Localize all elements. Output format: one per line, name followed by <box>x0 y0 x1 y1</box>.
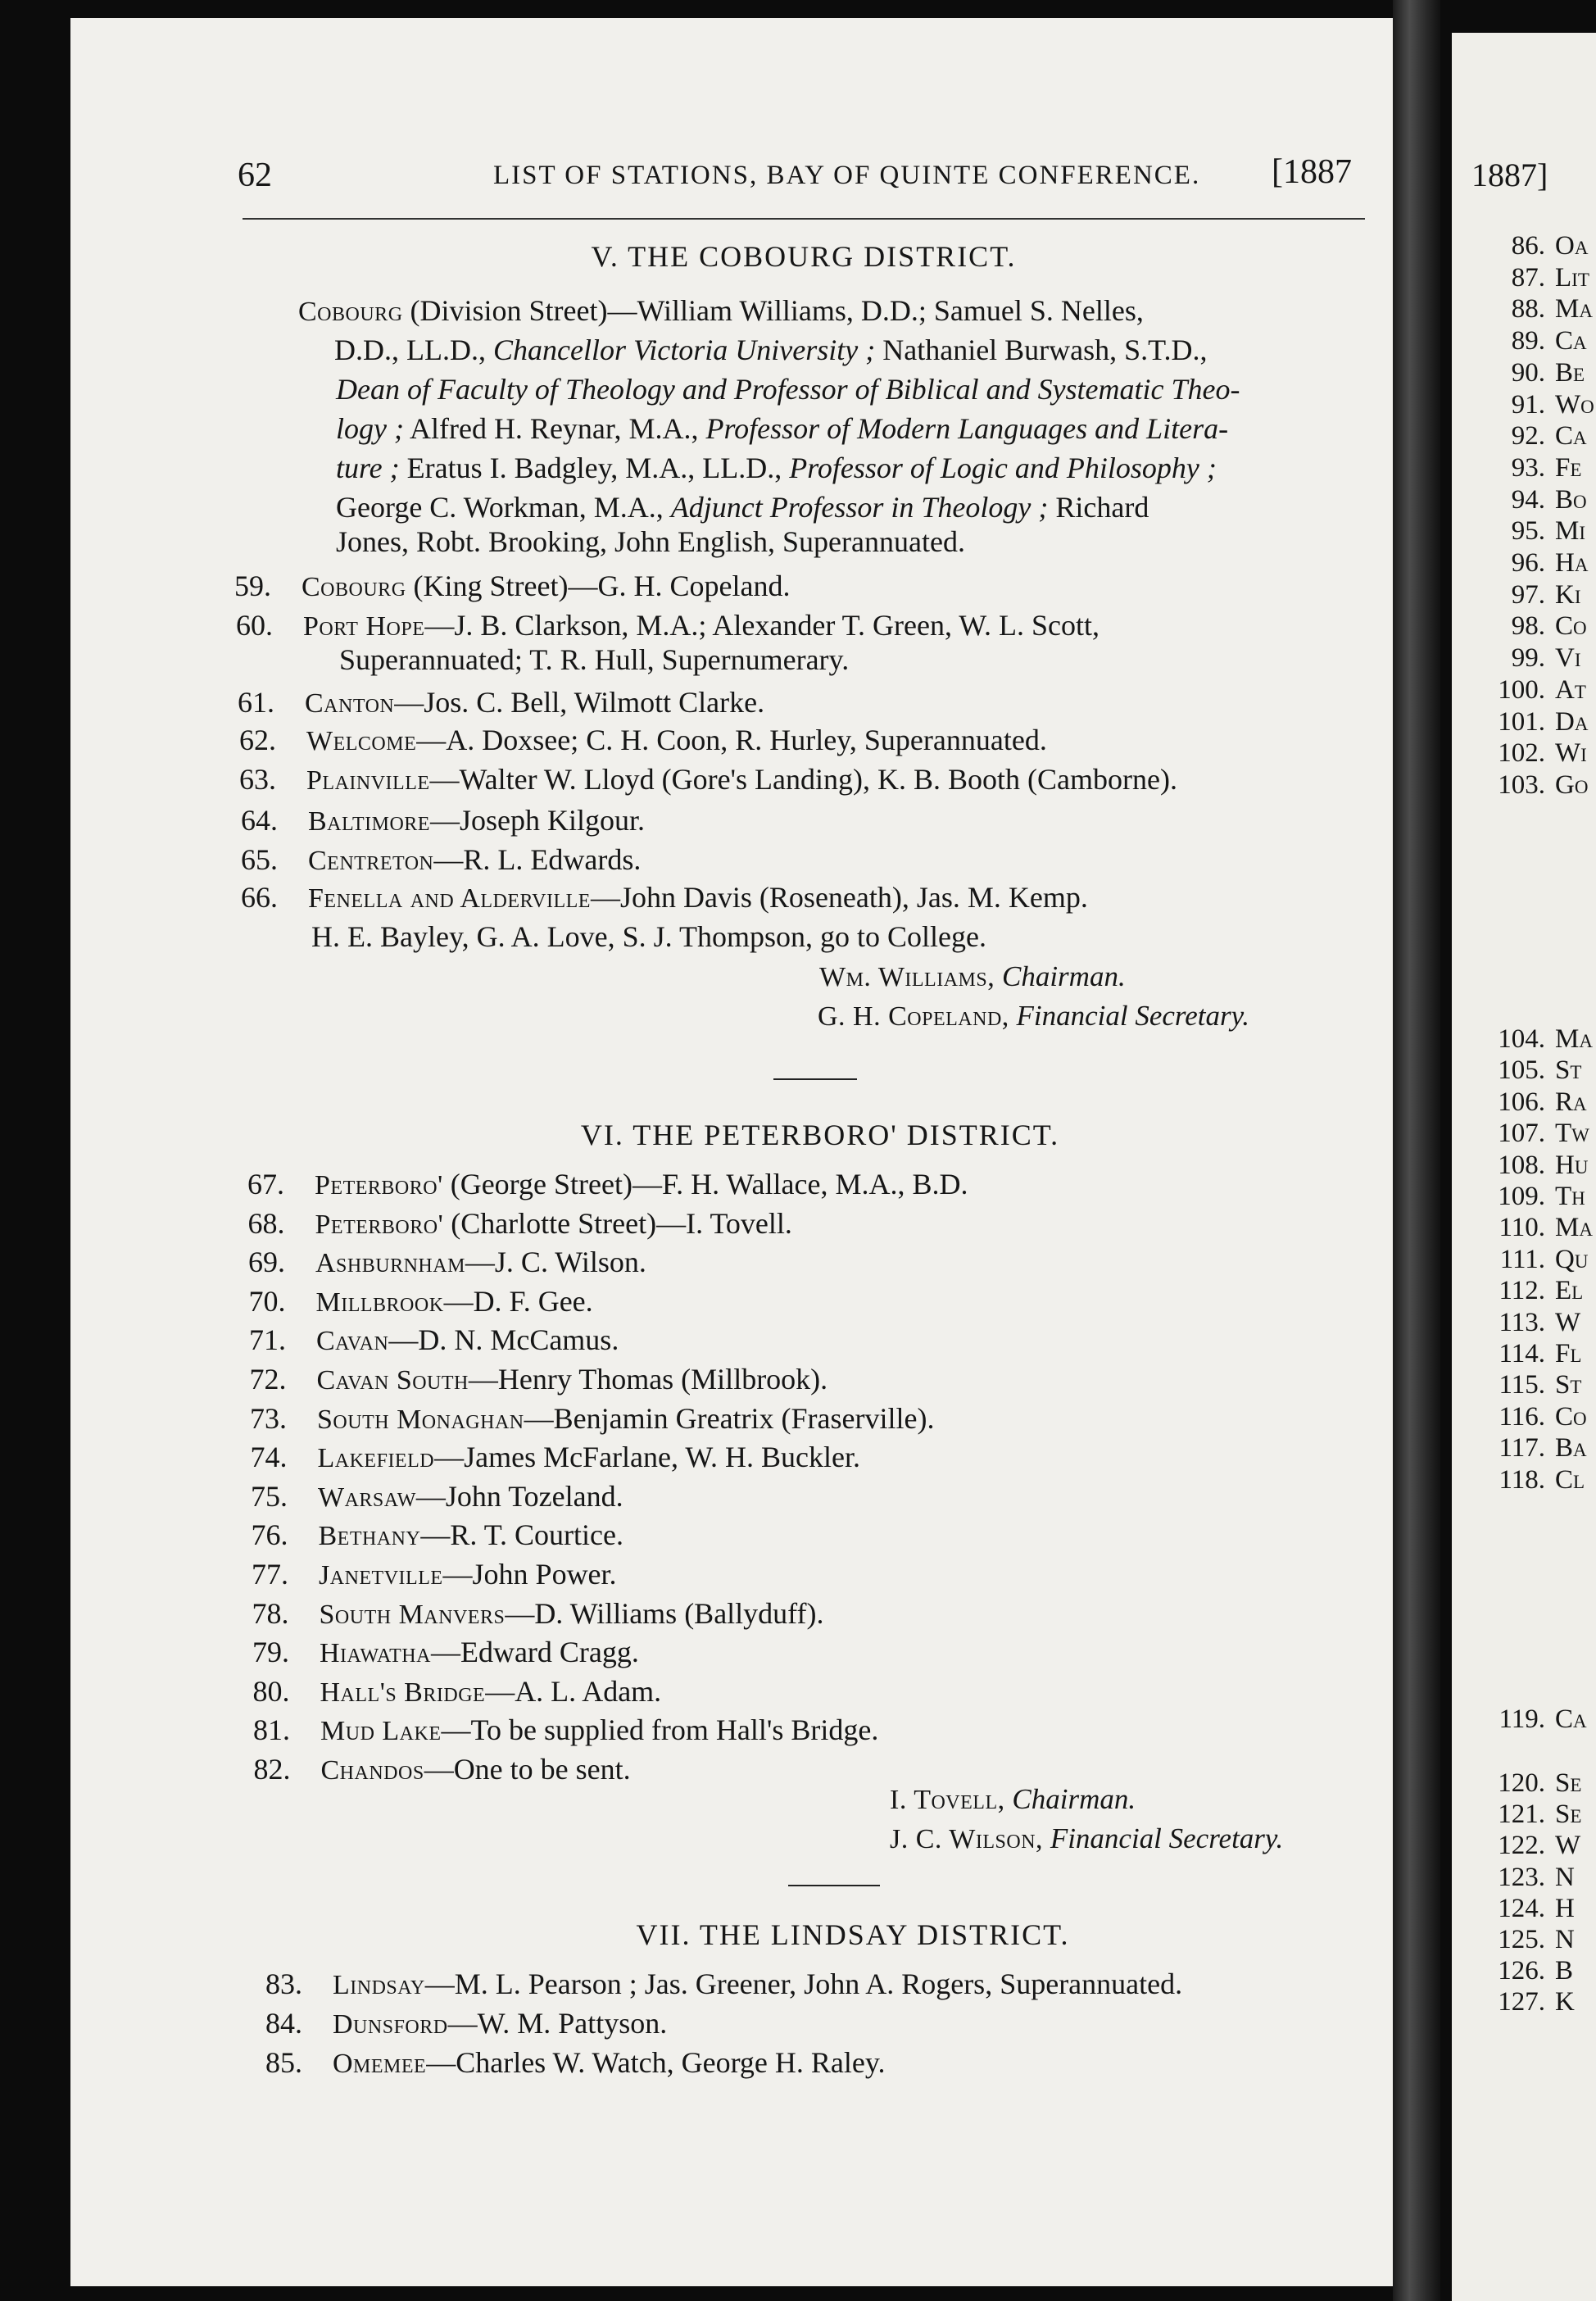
station-number: 90. <box>1511 357 1545 388</box>
right-page-line <box>1467 770 1588 801</box>
station-name-fragment: Ca <box>1555 326 1587 356</box>
right-page-line <box>1467 263 1589 293</box>
station-name-fragment: H <box>1555 1893 1575 1923</box>
station-74 <box>250 1440 861 1474</box>
right-page-line <box>1467 580 1581 610</box>
station-number: 65. <box>241 843 278 876</box>
station-name: Millbrook <box>315 1287 444 1318</box>
appointment-text: (Charlotte Street)—I. Tovell. <box>443 1206 792 1240</box>
station-name: Port Hope <box>303 611 425 642</box>
appointment-text: (Division Street)—William Williams, D.D.; Samuel S. Nelles, <box>402 294 1144 327</box>
right-page-line <box>1467 1024 1593 1055</box>
station-83 <box>265 1967 1183 2001</box>
station-name-fragment: B <box>1555 1956 1574 1986</box>
station-69 <box>248 1245 646 1279</box>
station-name-fragment: Vi <box>1555 643 1581 674</box>
appointment-text: —A. Doxsee; C. H. Coon, R. Hurley, Superannuated. <box>416 724 1047 756</box>
station-85 <box>265 2045 886 2080</box>
station-name: Janetville <box>319 1560 443 1591</box>
right-page-line <box>1467 294 1593 324</box>
appointment-text: Alfred H. Reynar, M.A., <box>403 412 706 445</box>
station-name: Fenella and Alderville <box>308 883 591 914</box>
appointment-text: —D. N. McCamus. <box>388 1323 619 1357</box>
station-60 <box>236 608 1100 642</box>
page-header <box>169 152 1373 202</box>
station-name-fragment: Se <box>1555 1768 1582 1798</box>
station-name-fragment: Ca <box>1555 1704 1587 1734</box>
station-82 <box>253 1752 631 1786</box>
appointment-text: —A. L. Adam. <box>485 1674 662 1708</box>
right-page-line <box>1467 1831 1580 1861</box>
station-number: 85. <box>265 2046 302 2079</box>
appointment-text: —Henry Thomas (Millbrook). <box>468 1363 828 1396</box>
station-name: Ashburnham <box>315 1248 465 1279</box>
section-divider <box>788 1885 880 1886</box>
station-70 <box>248 1284 593 1318</box>
right-page-year: 1887] <box>1471 157 1548 193</box>
right-page-line <box>1467 1956 1573 1986</box>
right-page-line <box>1467 1925 1575 1955</box>
right-page-line <box>1467 1245 1588 1275</box>
station-number: 95. <box>1511 516 1545 547</box>
station-number: 77. <box>252 1558 288 1591</box>
section-divider <box>773 1078 857 1080</box>
station-name: Hiawatha <box>320 1638 431 1669</box>
cobourg-chairman-signature <box>819 960 1126 993</box>
station-name-fragment: At <box>1555 674 1586 705</box>
right-page-line <box>1467 1308 1580 1338</box>
right-page-line <box>1467 1800 1581 1830</box>
right-page-line <box>1467 1339 1581 1369</box>
station-number: 125. <box>1498 1925 1545 1954</box>
peterboro-chairman-signature <box>890 1783 1136 1816</box>
station-name-fragment: Lit <box>1555 262 1589 293</box>
station-number: 123. <box>1498 1862 1545 1892</box>
right-page-line <box>1467 548 1588 579</box>
college-note: H. E. Bayley, G. A. Love, S. J. Thompson, go to College. <box>311 920 986 953</box>
appointment-text: Eratus I. Badgley, M.A., LL.D., <box>399 452 790 484</box>
page-number: 62 <box>238 157 272 194</box>
station-number: 105. <box>1498 1055 1545 1086</box>
cobourg-entry-line-1 <box>298 293 1144 328</box>
station-name: Baltimore <box>308 806 430 837</box>
station-number: 120. <box>1498 1768 1545 1798</box>
station-number: 87. <box>1511 262 1545 293</box>
station-number: 96. <box>1511 548 1545 578</box>
signatory-name: J. C. Wilson, <box>890 1824 1044 1854</box>
appointment-text: —John Davis (Roseneath), Jas. M. Kemp. <box>590 881 1088 914</box>
station-number: 76. <box>251 1518 288 1552</box>
right-page-line <box>1467 1704 1587 1735</box>
station-number: 98. <box>1511 611 1545 642</box>
right-page-line <box>1467 1150 1588 1181</box>
station-number: 118. <box>1499 1464 1545 1495</box>
station-number: 83. <box>265 1967 302 2000</box>
station-name: Canton <box>305 688 395 719</box>
right-page-line <box>1467 707 1588 738</box>
station-name-fragment: Co <box>1555 1401 1587 1432</box>
station-number: 72. <box>249 1363 287 1396</box>
station-number: 109. <box>1498 1182 1545 1211</box>
station-number: 115. <box>1499 1370 1545 1400</box>
header-year: [1887 <box>1272 153 1352 191</box>
cobourg-entry-line-4 <box>336 411 1228 446</box>
station-name: Omemee <box>333 2049 427 2079</box>
appointment-text: —D. F. Gee. <box>443 1284 593 1318</box>
station-name-fragment: Ra <box>1555 1087 1587 1117</box>
station-number: 75. <box>251 1479 288 1513</box>
station-81 <box>253 1713 879 1747</box>
station-66 <box>241 880 1088 914</box>
station-name: Bethany <box>318 1521 421 1552</box>
station-name-fragment: N <box>1555 1925 1575 1954</box>
station-67 <box>247 1167 968 1201</box>
station-number: 97. <box>1511 579 1545 610</box>
station-number: 102. <box>1498 738 1545 769</box>
right-page-line <box>1467 231 1588 261</box>
station-name-fragment: Ki <box>1555 579 1581 610</box>
right-page-line <box>1467 1370 1581 1400</box>
station-name-fragment: Ma <box>1555 1213 1593 1243</box>
station-name-fragment: Ma <box>1555 294 1593 324</box>
right-page-line <box>1467 421 1587 452</box>
book-spine-shadow <box>1393 0 1440 2301</box>
office-title: Professor of Modern Languages and Litera- <box>705 412 1229 445</box>
office-title: Chancellor Victoria University ; <box>492 334 876 366</box>
station-number: 121. <box>1498 1800 1545 1830</box>
station-name-fragment: Ha <box>1555 548 1589 578</box>
appointment-text: —Benjamin Greatrix (Fraserville). <box>524 1401 935 1435</box>
right-page-line <box>1467 1276 1583 1306</box>
station-name: Lakefield <box>317 1443 435 1474</box>
appointment-text: (George Street)—F. H. Wallace, M.A., B.D. <box>442 1168 968 1200</box>
station-name-fragment: Oa <box>1555 231 1589 261</box>
station-name-fragment: W <box>1555 1307 1581 1337</box>
right-page-line <box>1467 1987 1575 2017</box>
right-page-line <box>1467 516 1585 547</box>
station-name: Dunsford <box>333 2009 448 2040</box>
right-page-line <box>1467 1863 1575 1893</box>
station-name-fragment: Qu <box>1555 1244 1589 1274</box>
appointment-text: —James McFarlane, W. H. Buckler. <box>434 1441 861 1474</box>
right-page-line <box>1467 453 1581 483</box>
signatory-role: Chairman. <box>1004 1783 1136 1815</box>
station-61 <box>238 685 765 719</box>
right-page-line <box>1467 1402 1587 1432</box>
district-heading-cobourg: V. THE COBOURG DISTRICT. <box>591 240 1017 273</box>
right-page-line <box>1467 1433 1587 1464</box>
station-name: Peterboro' <box>315 1170 443 1200</box>
signatory-role: Financial Secretary. <box>1043 1822 1284 1854</box>
station-number: 107. <box>1498 1119 1545 1149</box>
station-71 <box>249 1323 619 1357</box>
station-63 <box>239 762 1177 796</box>
signatory-name: G. H. Copeland, <box>818 1001 1009 1032</box>
station-number: 80. <box>252 1674 290 1708</box>
station-name-fragment: Cl <box>1555 1464 1585 1495</box>
station-name-fragment: Th <box>1555 1182 1585 1211</box>
station-name: Cavan <box>316 1326 389 1357</box>
station-name-fragment: Co <box>1555 611 1587 642</box>
station-number: 114. <box>1499 1339 1545 1368</box>
office-title: Professor of Logic and Philosophy ; <box>789 452 1217 484</box>
right-page-line <box>1467 611 1587 642</box>
station-name: Welcome <box>306 726 417 756</box>
station-number: 113. <box>1499 1307 1545 1337</box>
right-page-line <box>1467 1119 1589 1149</box>
station-name-fragment: Da <box>1555 706 1589 737</box>
station-64 <box>241 803 645 837</box>
appointment-text: Nathaniel Burwash, S.T.D., <box>875 334 1208 366</box>
appointment-text: —To be supplied from Hall's Bridge. <box>441 1713 879 1747</box>
station-number: 63. <box>239 763 276 796</box>
header-rule <box>243 218 1365 220</box>
station-number: 104. <box>1498 1024 1545 1054</box>
station-name-fragment: Wo <box>1555 389 1594 420</box>
station-number: 101. <box>1498 706 1545 737</box>
appointment-text: Richard <box>1048 491 1149 524</box>
running-title: LIST OF STATIONS, BAY OF QUINTE CONFERENCE. <box>493 161 1201 190</box>
station-65 <box>241 842 642 877</box>
station-number: 62. <box>239 724 276 756</box>
station-number: 112. <box>1499 1276 1545 1306</box>
station-name-fragment: St <box>1555 1370 1582 1400</box>
station-name: Warsaw <box>318 1482 416 1513</box>
right-page-line <box>1467 358 1585 388</box>
cobourg-secretary-signature <box>818 1000 1249 1032</box>
appointment-text: —Walter W. Lloyd (Gore's Landing), K. B. Booth (Camborne). <box>429 763 1177 796</box>
station-number: 110. <box>1499 1213 1545 1243</box>
appointment-text: —R. L. Edwards. <box>433 843 642 876</box>
cobourg-entry-line-6 <box>336 490 1149 524</box>
station-number: 78. <box>252 1596 289 1630</box>
right-page-line <box>1467 1768 1581 1799</box>
appointment-text: —Jos. C. Bell, Wilmott Clarke. <box>394 686 765 719</box>
station-name-fragment: Se <box>1555 1800 1582 1830</box>
station-number: 71. <box>249 1323 286 1357</box>
station-number: 74. <box>250 1441 288 1474</box>
station-name-fragment: Bo <box>1555 484 1587 515</box>
station-name: South Manvers <box>319 1599 506 1630</box>
station-name-fragment: Tw <box>1555 1119 1589 1149</box>
station-name: Peterboro' <box>315 1209 444 1240</box>
station-number: 111. <box>1499 1244 1545 1274</box>
station-number: 124. <box>1498 1893 1545 1923</box>
station-number: 82. <box>253 1753 291 1786</box>
station-number: 88. <box>1511 294 1545 324</box>
appointment-text: —One to be sent. <box>424 1753 631 1786</box>
signatory-name: I. Tovell, <box>890 1785 1005 1815</box>
right-page-line <box>1467 738 1587 769</box>
appointment-text: —Charles W. Watch, George H. Raley. <box>426 2046 886 2079</box>
station-number: 84. <box>265 2007 302 2040</box>
office-title: ture ; <box>336 452 400 484</box>
station-number: 59. <box>234 570 271 602</box>
station-name-fragment: Ma <box>1555 1024 1593 1054</box>
station-78 <box>252 1596 824 1631</box>
station-name: Centreton <box>308 846 434 876</box>
station-number: 127. <box>1498 1987 1545 2017</box>
station-number: 73. <box>250 1401 287 1435</box>
appointment-text: —W. M. Pattyson. <box>447 2007 668 2040</box>
station-name-fragment: Go <box>1555 769 1589 800</box>
right-page-line <box>1467 485 1587 515</box>
right-page-line <box>1467 390 1594 420</box>
right-page-line <box>1467 643 1581 674</box>
office-title: logy ; <box>336 412 404 445</box>
station-number: 70. <box>248 1284 286 1318</box>
station-number: 67. <box>247 1168 284 1200</box>
peterboro-secretary-signature <box>890 1822 1283 1855</box>
appointment-text: D.D., LL.D., <box>334 334 493 366</box>
right-page-line <box>1467 326 1587 356</box>
station-name: Chandos <box>320 1755 424 1786</box>
station-number: 94. <box>1511 484 1545 515</box>
appointment-text: —John Power. <box>442 1558 617 1591</box>
station-number: 100. <box>1498 674 1545 705</box>
station-name-fragment: Fe <box>1555 452 1582 483</box>
station-name: South Monaghan <box>317 1404 524 1435</box>
station-59 <box>234 569 791 603</box>
station-77 <box>252 1557 617 1591</box>
appointment-text: —J. B. Clarkson, M.A.; Alexander T. Green, W. L. Scott, <box>424 609 1100 642</box>
station-number: 61. <box>238 686 274 719</box>
signatory-name: Wm. Williams, <box>819 962 995 992</box>
station-name: Cavan South <box>316 1365 469 1396</box>
station-number: 68. <box>247 1206 285 1240</box>
appointment-text: George C. Workman, M.A., <box>336 491 671 524</box>
station-number: 81. <box>253 1713 290 1747</box>
signatory-role: Chairman. <box>995 960 1126 992</box>
station-number: 91. <box>1511 389 1545 420</box>
station-name: Plainville <box>306 765 430 796</box>
right-page-line <box>1467 1087 1587 1118</box>
station-76 <box>251 1518 623 1552</box>
station-number: 89. <box>1511 326 1545 356</box>
appointment-text: (King Street)—G. H. Copeland. <box>406 570 791 602</box>
station-name-fragment: St <box>1555 1055 1582 1086</box>
station-name: Hall's Bridge <box>320 1677 486 1708</box>
station-number: 64. <box>241 804 278 837</box>
station-number: 117. <box>1499 1433 1545 1464</box>
station-62 <box>239 723 1047 757</box>
station-number: 126. <box>1498 1956 1545 1986</box>
station-name-fragment: K <box>1555 1987 1575 2017</box>
station-number: 69. <box>248 1246 285 1279</box>
station-number: 79. <box>252 1636 289 1669</box>
station-75 <box>251 1479 623 1514</box>
station-72 <box>249 1362 828 1396</box>
right-page-line <box>1467 1055 1581 1086</box>
station-name-fragment: Mi <box>1555 516 1586 547</box>
station-number: 122. <box>1498 1831 1545 1861</box>
station-number: 103. <box>1498 769 1545 800</box>
station-name: Cobourg <box>302 572 406 602</box>
appointment-text: —John Tozeland. <box>415 1479 623 1513</box>
office-title: Adjunct Professor in Theology ; <box>670 491 1049 524</box>
station-number: 119. <box>1499 1704 1545 1734</box>
station-79 <box>252 1635 639 1669</box>
right-page-line <box>1467 1213 1593 1243</box>
district-heading-lindsay: VII. THE LINDSAY DISTRICT. <box>636 1918 1070 1951</box>
station-60-continuation: Superannuated; T. R. Hull, Supernumerary. <box>339 643 850 676</box>
station-name: Mud Lake <box>320 1716 442 1747</box>
appointment-text: —M. L. Pearson ; Jas. Greener, John A. Rogers, Superannuated. <box>424 1967 1183 2000</box>
station-number: 99. <box>1511 643 1545 674</box>
appointment-text: —D. Williams (Ballyduff). <box>505 1596 824 1630</box>
station-name: Cobourg <box>298 297 403 327</box>
station-name-fragment: N <box>1555 1862 1575 1892</box>
station-name-fragment: Ba <box>1555 1433 1587 1464</box>
right-page <box>1452 33 1596 2301</box>
appointment-text: —J. C. Wilson. <box>465 1246 646 1279</box>
cobourg-entry-line-7: Jones, Robt. Brooking, John English, Superannuated. <box>336 525 965 558</box>
right-page-line <box>1467 1465 1585 1495</box>
station-name-fragment: Fl <box>1555 1339 1582 1368</box>
station-73 <box>250 1401 935 1436</box>
station-68 <box>247 1206 792 1241</box>
station-name: Lindsay <box>333 1970 425 2000</box>
station-name-fragment: El <box>1555 1276 1584 1306</box>
station-name-fragment: Hu <box>1555 1150 1589 1180</box>
station-name-fragment: Wi <box>1555 738 1587 769</box>
appointment-text: —Joseph Kilgour. <box>429 804 645 837</box>
station-80 <box>252 1674 662 1709</box>
station-number: 66. <box>241 881 278 914</box>
station-number: 93. <box>1511 452 1545 483</box>
station-name-fragment: W <box>1555 1831 1581 1861</box>
station-name-fragment: Be <box>1555 357 1585 388</box>
signatory-role: Financial Secretary. <box>1009 1000 1249 1032</box>
right-page-line <box>1467 1894 1575 1924</box>
station-number: 60. <box>236 609 273 642</box>
station-number: 116. <box>1499 1401 1545 1432</box>
cobourg-entry-line-2 <box>334 333 1208 367</box>
district-heading-peterboro: VI. THE PETERBORO' DISTRICT. <box>580 1119 1060 1151</box>
station-number: 106. <box>1498 1087 1545 1117</box>
cobourg-entry-line-5 <box>336 451 1217 485</box>
station-84 <box>265 2006 668 2040</box>
appointment-text: —R. T. Courtice. <box>420 1518 623 1552</box>
cobourg-entry-line-3: Dean of Faculty of Theology and Professor of Biblical and Systematic Theo- <box>336 373 1240 406</box>
station-number: 92. <box>1511 421 1545 452</box>
station-number: 86. <box>1511 231 1545 261</box>
station-number: 108. <box>1498 1150 1545 1180</box>
appointment-text: —Edward Cragg. <box>430 1636 639 1669</box>
station-name-fragment: Ca <box>1555 421 1587 452</box>
right-page-line <box>1467 675 1586 706</box>
right-page-line <box>1467 1182 1585 1212</box>
